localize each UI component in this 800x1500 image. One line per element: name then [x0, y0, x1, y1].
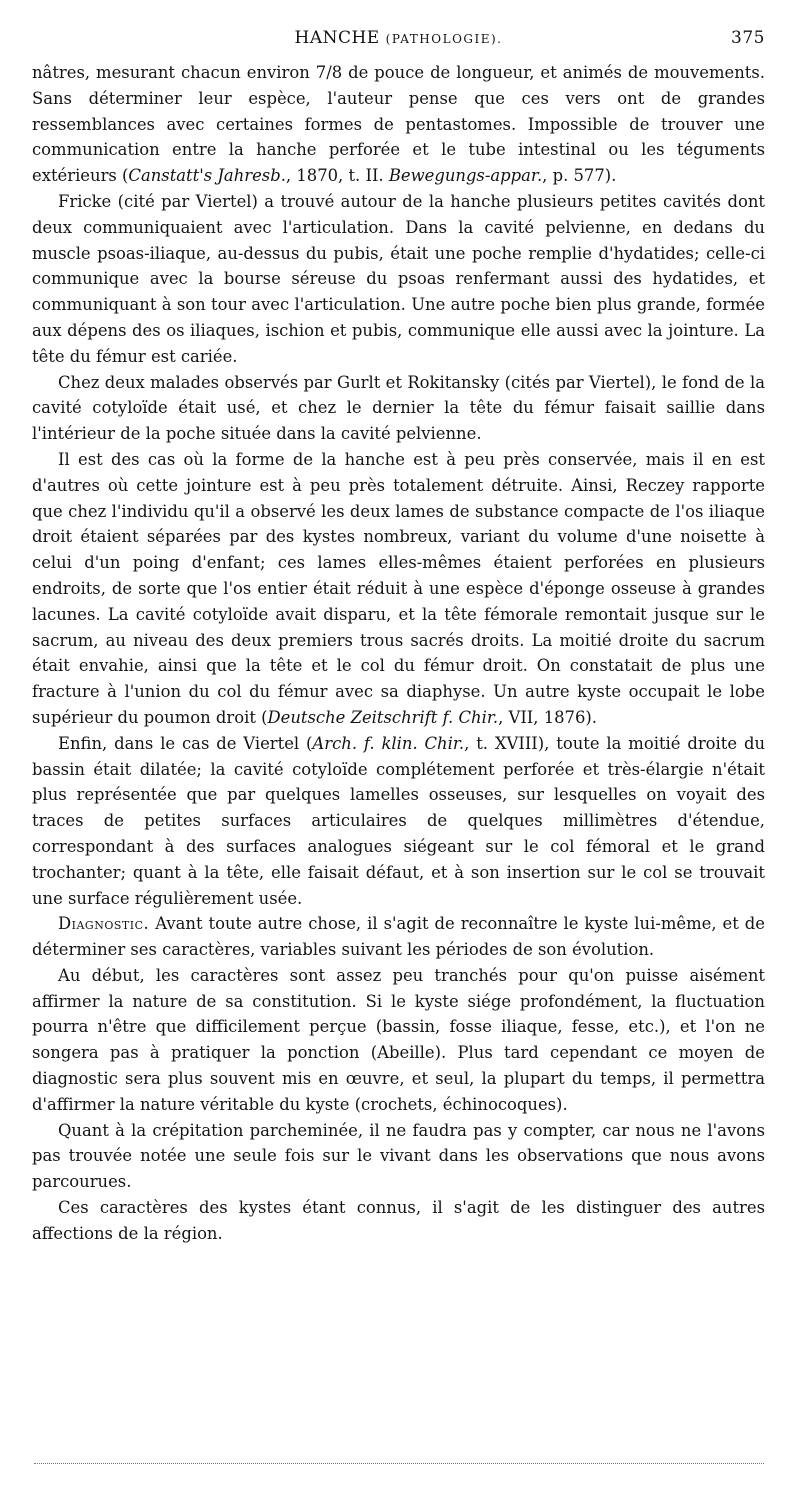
paragraph	[32, 963, 765, 1118]
citation-italic: Canstatt's Jahresb.	[128, 166, 286, 186]
paragraph	[32, 1118, 765, 1195]
paragraph	[32, 370, 765, 447]
section-heading: Diagnostic.	[58, 914, 150, 934]
running-title-main: HANCHE	[294, 28, 380, 48]
document-page	[32, 20, 765, 1247]
text-run: Au début, les caractères sont assez peu tranchés pour qu'on puisse aisément affirmer la nature de sa constitution. Si le kyste siége profondément, la fluctuation pourra n'être que difficilement perçue (bassin, fosse iliaque, fesse, etc.), et l'on ne songera pas à pratiquer la ponction (Abeille). Plus tard cependant ce moyen de diagnostic sera plus souvent mis en œuvre, et seul, la plupart du temps, il permettra d'affirmer la nature véritable du kyste (crochets, échinocoques).	[32, 965, 765, 1114]
paragraph	[32, 1195, 765, 1247]
text-run: Avant toute autre chose, il s'agit de reconnaître le kyste lui-même, et de déterminer ses caractères, variables suivant les périodes de son évolution.	[32, 914, 765, 960]
paragraph	[32, 911, 765, 963]
text-run: , 1870, t. II.	[285, 166, 389, 186]
page-number: 375	[731, 28, 765, 48]
paragraph	[32, 189, 765, 370]
text-run: Fricke (cité par Viertel) a trouvé autour de la hanche plusieurs petites cavités dont deux communiquaient avec l'articulation. Dans la cavité pelvienne, en dedans du muscle psoas-iliaque, au-dessus du pubis, était une poche remplie d'hydatides; celle-ci communique avec la bourse séreuse du psoas renfermant aussi des hydatides, et communiquant à son tour avec l'articulation. Une autre poche bien plus grande, formée aux dépens des os iliaques, ischion et pubis, communique elle aussi avec la jointure. La tête du fémur est cariée.	[32, 191, 765, 366]
paragraph	[32, 731, 765, 912]
text-run: , VII, 1876).	[498, 707, 598, 727]
text-run: Chez deux malades observés par Gurlt et Rokitansky (cités par Viertel), le fond de la cavité cotyloïde était usé, et chez le dernier la tête du fémur faisait saillie dans l'intérieur de la poche située dans la cavité pelvienne.	[32, 372, 765, 444]
text-run: nâtres, mesurant chacun environ 7/8 de pouce de longueur, et animés de mouvements. Sans déterminer leur espèce, l'auteur pense que ces vers ont de grandes ressemblances avec certaines formes de pentastomes. Impossible de trouver une communication entre la hanche perforée et le tube intestinal ou les téguments extérieurs (	[32, 63, 765, 186]
running-title	[32, 28, 765, 48]
citation-italic: Bewegungs-appar.	[388, 166, 543, 186]
paragraph	[32, 447, 765, 731]
citation-italic: Arch. f. klin. Chir.	[312, 733, 465, 753]
running-title-sub: (PATHOLOGIE).	[385, 32, 503, 46]
text-run: Quant à la crépitation parcheminée, il ne faudra pas y compter, car nous ne l'avons pas trouvée notée une seule fois sur le vivant dans les observations que nous avons parcourues.	[32, 1120, 765, 1192]
footer-rule	[34, 1463, 764, 1464]
text-run: , p. 577).	[542, 166, 617, 186]
text-run: Enfin, dans le cas de Viertel (	[58, 733, 313, 753]
paragraph	[32, 60, 765, 189]
citation-italic: Deutsche Zeitschrift f. Chir.	[267, 707, 499, 727]
text-run: Il est des cas où la forme de la hanche est à peu près conservée, mais il en est d'autres où cette jointure est à peu près totalement détruite. Ainsi, Reczey rapporte que chez l'individu qu'il a observé les deux lames de substance compacte de l'os iliaque droit étaient séparées par des kystes nombreux, variant du volume d'une noisette à celui d'un poing d'enfant; ces lames elles-mêmes étaient perforées en plusieurs endroits, de sorte que l'os entier était réduit à une espèce d'éponge osseuse à grandes lacunes. La cavité cotyloïde avait disparu, et la tête fémorale remontait jusque sur le sacrum, au niveau des deux premiers trous sacrés droits. La moitié droite du sacrum était envahie, ainsi que la tête et le col du fémur droit. On constatait de plus une fracture à l'union du col du fémur avec sa diaphyse. Un autre kyste occupait le lobe supérieur du poumon droit (	[32, 449, 765, 727]
text-run: , t. XVIII), toute la moitié droite du bassin était dilatée; la cavité cotyloïde complétement perforée et très-élargie n'était plus représentée que par quelques lamelles osseuses, sur lesquelles on voyait des traces de petites surfaces articulaires de quelques millimètres d'étendue, correspondant à des surfaces analogues siégeant sur le col fémoral et le grand trochanter; quant à la tête, elle faisait défaut, et à son insertion sur le col se trouvait une surface régulièrement usée.	[32, 733, 765, 908]
running-head	[32, 20, 765, 60]
text-run: Ces caractères des kystes étant connus, il s'agit de les distinguer des autres affections de la région.	[32, 1198, 765, 1243]
body-text	[32, 60, 765, 1247]
